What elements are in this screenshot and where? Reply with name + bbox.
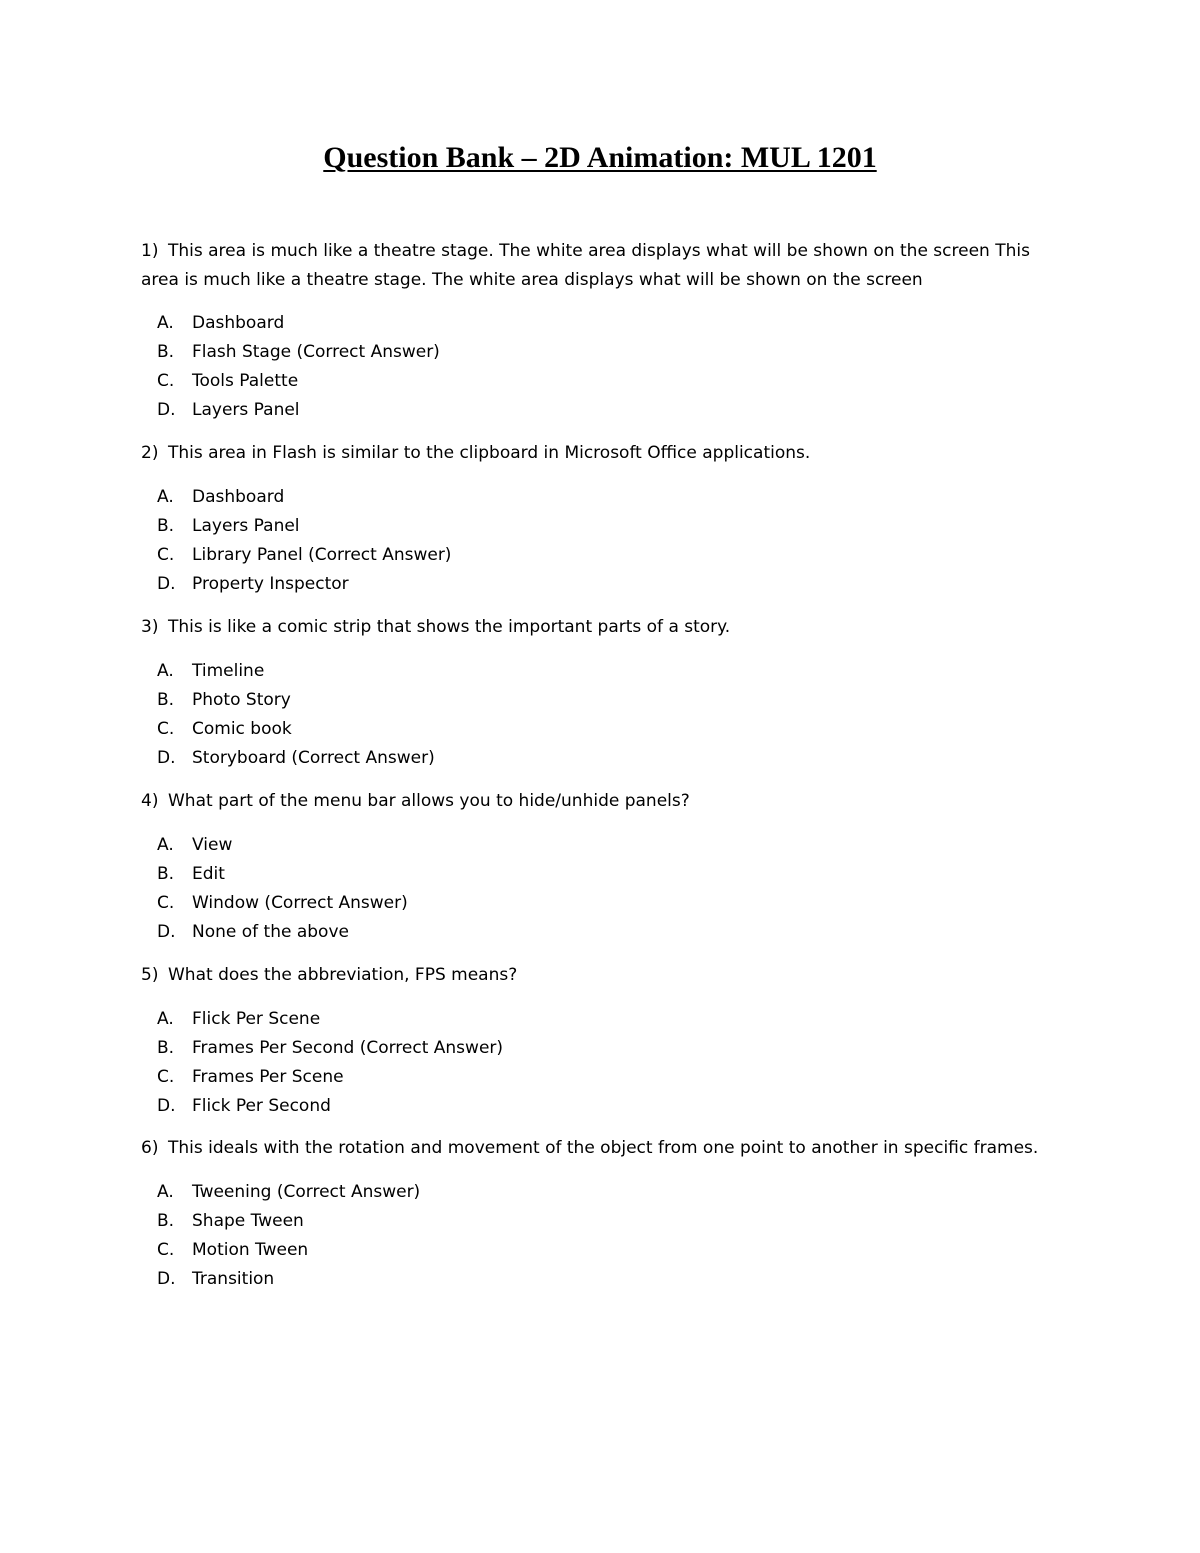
option-label: Dashboard: [192, 486, 285, 507]
option-c: [141, 889, 1057, 918]
option-letter: A.: [157, 486, 174, 507]
option-label: View: [192, 834, 233, 855]
question-number: 4): [141, 791, 159, 811]
question-text: [141, 1134, 1057, 1163]
option-label: Flick Per Scene: [192, 1008, 321, 1029]
option-letter: B.: [157, 863, 175, 884]
question-text: [141, 237, 1057, 294]
option-letter: B.: [157, 1037, 175, 1058]
question-number: 3): [141, 617, 159, 637]
question-3: [141, 613, 1057, 773]
question-5: [141, 961, 1057, 1121]
option-label: Storyboard (Correct Answer): [192, 747, 435, 768]
question-number: 1): [141, 241, 159, 261]
option-label: Tweening (Correct Answer): [192, 1181, 421, 1202]
option-d: [141, 1265, 1057, 1294]
question-6: [141, 1134, 1057, 1294]
option-d: [141, 396, 1057, 425]
option-letter: D.: [157, 747, 176, 768]
option-label: Tools Palette: [192, 371, 299, 391]
option-letter: A.: [157, 1008, 174, 1029]
option-d: [141, 744, 1057, 773]
question-text: [141, 961, 1057, 990]
option-b: [141, 1034, 1057, 1063]
option-letter: C.: [157, 1066, 175, 1087]
option-letter: C.: [157, 892, 175, 913]
option-label: Layers Panel: [192, 515, 300, 536]
question-prompt: This area is much like a theatre stage. The white area displays what will be shown on the screen This area is much like a theatre stage. The white area displays what will be shown on the screen: [141, 241, 1030, 290]
question-4: [141, 787, 1057, 947]
question-1: [141, 237, 1057, 425]
option-label: Flick Per Second: [192, 1095, 331, 1116]
option-a: [141, 483, 1057, 512]
option-letter: D.: [157, 573, 176, 594]
question-prompt: This ideals with the rotation and movement of the object from one point to another in specific frames.: [168, 1138, 1039, 1158]
question-text: [141, 613, 1057, 642]
question-number: 2): [141, 443, 159, 463]
option-letter: A.: [157, 1181, 174, 1202]
option-a: [141, 309, 1057, 338]
option-label: Dashboard: [192, 313, 285, 333]
option-letter: D.: [157, 921, 176, 942]
option-label: Edit: [192, 863, 225, 884]
option-b: [141, 686, 1057, 715]
options-list: [141, 1005, 1057, 1121]
option-a: [141, 831, 1057, 860]
option-letter: B.: [157, 689, 175, 710]
option-label: None of the above: [192, 921, 349, 942]
option-label: Motion Tween: [192, 1239, 309, 1260]
option-letter: C.: [157, 544, 175, 565]
option-label: Frames Per Scene: [192, 1066, 344, 1087]
option-label: Transition: [192, 1268, 275, 1289]
option-label: Photo Story: [192, 689, 291, 710]
options-list: [141, 309, 1057, 425]
question-text: [141, 787, 1057, 816]
document-title: Question Bank – 2D Animation: MUL 1201: [323, 141, 877, 174]
question-prompt: This area in Flash is similar to the clipboard in Microsoft Office applications.: [168, 443, 811, 463]
question-prompt: This is like a comic strip that shows the important parts of a story.: [168, 617, 731, 637]
option-label: Flash Stage (Correct Answer): [192, 342, 440, 362]
option-d: [141, 1092, 1057, 1121]
option-letter: B.: [157, 1210, 175, 1231]
option-letter: C.: [157, 1239, 175, 1260]
option-letter: D.: [157, 400, 176, 420]
option-c: [141, 541, 1057, 570]
options-list: [141, 657, 1057, 773]
option-label: Library Panel (Correct Answer): [192, 544, 452, 565]
option-letter: D.: [157, 1095, 176, 1116]
option-label: Layers Panel: [192, 400, 300, 420]
option-a: [141, 1178, 1057, 1207]
question-number: 5): [141, 965, 159, 985]
question-number: 6): [141, 1138, 159, 1158]
option-b: [141, 860, 1057, 889]
option-label: Frames Per Second (Correct Answer): [192, 1037, 504, 1058]
option-c: [141, 367, 1057, 396]
option-label: Comic book: [192, 718, 292, 739]
option-letter: A.: [157, 834, 174, 855]
option-letter: B.: [157, 515, 175, 536]
question-2: [141, 439, 1057, 599]
option-b: [141, 338, 1057, 367]
option-letter: D.: [157, 1268, 176, 1289]
option-letter: A.: [157, 660, 174, 681]
question-text: [141, 439, 1057, 468]
option-label: Window (Correct Answer): [192, 892, 408, 913]
option-label: Timeline: [192, 660, 265, 681]
option-letter: A.: [157, 313, 174, 333]
option-b: [141, 1207, 1057, 1236]
option-d: [141, 918, 1057, 947]
option-c: [141, 715, 1057, 744]
option-label: Shape Tween: [192, 1210, 304, 1231]
option-c: [141, 1236, 1057, 1265]
option-letter: C.: [157, 371, 175, 391]
option-c: [141, 1063, 1057, 1092]
question-prompt: What part of the menu bar allows you to hide/unhide panels?: [168, 791, 690, 811]
question-prompt: What does the abbreviation, FPS means?: [168, 965, 518, 985]
option-a: [141, 1005, 1057, 1034]
option-label: Property Inspector: [192, 573, 349, 594]
options-list: [141, 831, 1057, 947]
option-b: [141, 512, 1057, 541]
option-letter: C.: [157, 718, 175, 739]
option-d: [141, 570, 1057, 599]
options-list: [141, 1178, 1057, 1294]
option-a: [141, 657, 1057, 686]
option-letter: B.: [157, 342, 175, 362]
options-list: [141, 483, 1057, 599]
